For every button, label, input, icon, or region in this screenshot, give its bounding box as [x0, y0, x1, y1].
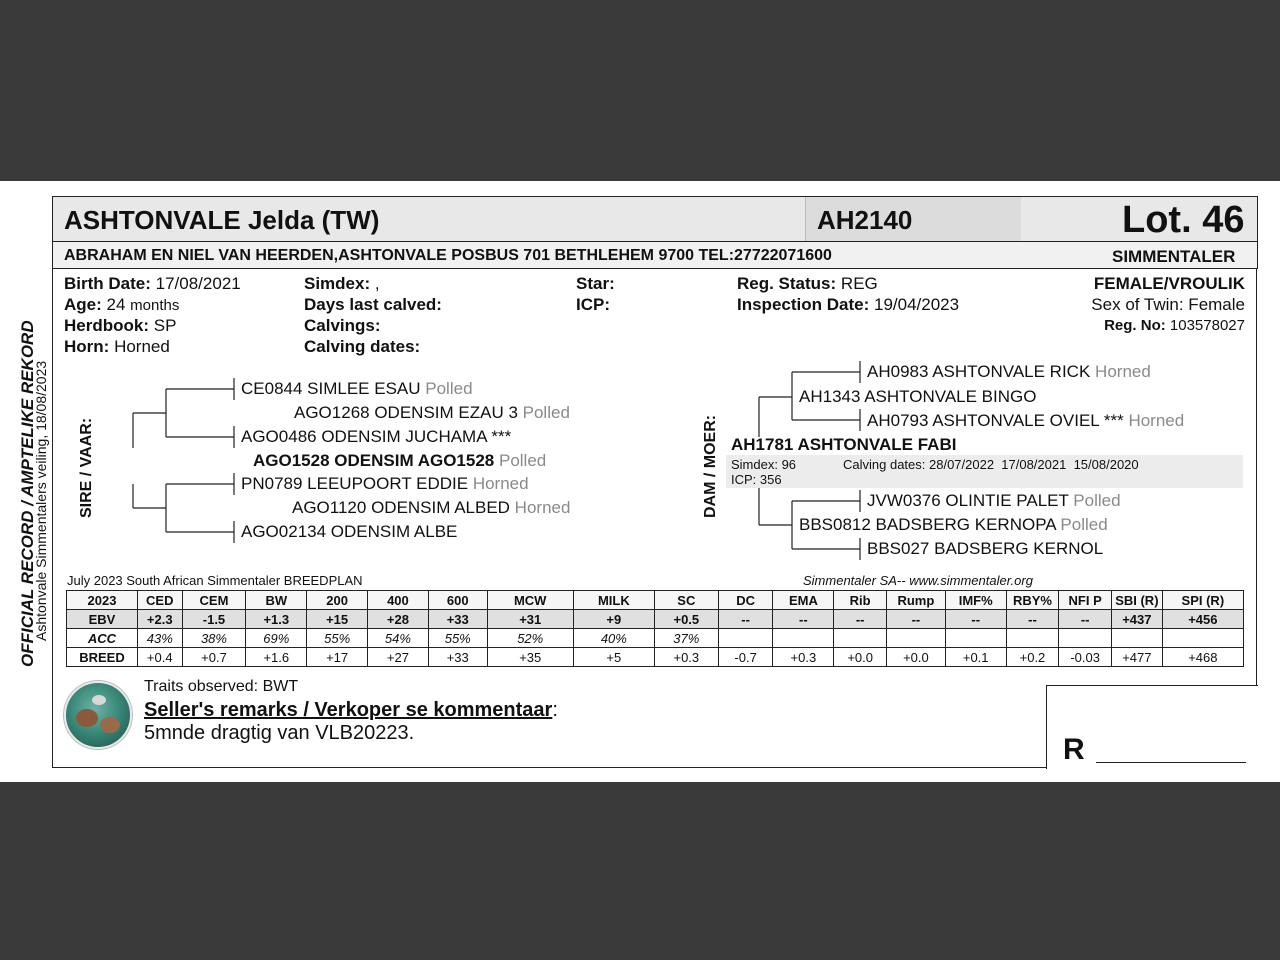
table-cell: SC	[654, 591, 718, 610]
table-cell: EBV	[67, 610, 138, 629]
breedplan-title: July 2023 South African Simmentaler BREEDPLAN	[67, 573, 363, 588]
animal-name: ASHTONVALE Jelda (TW)	[64, 205, 380, 235]
dam-icp: ICP: 356	[731, 472, 782, 487]
r-label: R	[1063, 733, 1085, 766]
table-cell	[718, 629, 773, 648]
table-cell: +0.0	[834, 648, 887, 667]
table-cell: Rib	[834, 591, 887, 610]
simmentaler-logo	[64, 681, 132, 749]
table-cell: +456	[1162, 610, 1243, 629]
table-cell: -0.7	[718, 648, 773, 667]
table-cell: +0.5	[654, 610, 718, 629]
table-cell: --	[945, 610, 1006, 629]
star-label: Star:	[576, 274, 615, 293]
reg-number-row: Reg. No: 103578027	[1104, 317, 1245, 334]
dam-dam: BBS0812 BADSBERG KERNOPA Polled	[799, 515, 1108, 534]
table-cell: 55%	[428, 629, 487, 648]
table-cell	[1006, 629, 1059, 648]
table-cell: NFI P	[1059, 591, 1112, 610]
dam-dam-dam: BBS027 BADSBERG KERNOL	[867, 539, 1104, 558]
table-cell	[1059, 629, 1112, 648]
table-cell: --	[718, 610, 773, 629]
table-cell: -0.03	[1059, 648, 1112, 667]
table-cell: +0.1	[945, 648, 1006, 667]
auction-label: Ashtonvale Simmentalers veiling, 18/08/2023	[33, 360, 49, 641]
herdbook-row: Herdbook: SP	[64, 316, 177, 335]
table-cell: 40%	[573, 629, 654, 648]
table-cell	[1162, 629, 1243, 648]
table-cell: +0.3	[654, 648, 718, 667]
table-cell	[887, 629, 946, 648]
icp-label: ICP:	[576, 295, 610, 314]
table-cell: Rump	[887, 591, 946, 610]
table-cell: 600	[428, 591, 487, 610]
table-cell: +437	[1112, 610, 1163, 629]
table-cell: +0.3	[773, 648, 834, 667]
table-cell: 43%	[137, 629, 182, 648]
dam-label: DAM / MOER:	[702, 414, 719, 518]
seller-remarks: 5mnde dragtig van VLB20223.	[144, 722, 415, 744]
table-cell: CED	[137, 591, 182, 610]
table-cell: 2023	[67, 591, 138, 610]
calvings-label: Calvings:	[304, 316, 381, 335]
table-cell: 38%	[182, 629, 246, 648]
table-cell: EMA	[773, 591, 834, 610]
table-cell	[945, 629, 1006, 648]
dam-simdex: Simdex: 96	[731, 457, 797, 472]
table-cell: ACC	[67, 629, 138, 648]
traits-observed: Traits observed: BWT	[144, 678, 299, 695]
table-cell	[773, 629, 834, 648]
table-cell: SBI (R)	[1112, 591, 1163, 610]
sire-label: SIRE / VAAR:	[78, 417, 95, 518]
dam-calving-dates: Calving dates: 28/07/2022 17/08/2021 15/08/2020	[843, 457, 1139, 472]
table-cell: MILK	[573, 591, 654, 610]
table-cell: +1.3	[246, 610, 307, 629]
dam: AH1781 ASHTONVALE FABI	[731, 435, 957, 454]
table-cell: +31	[487, 610, 573, 629]
reg-status-row: Reg. Status: REG	[737, 274, 878, 293]
animal-id: AH2140	[817, 205, 913, 235]
table-cell: +28	[368, 610, 429, 629]
table-cell: SPI (R)	[1162, 591, 1243, 610]
table-cell	[1112, 629, 1163, 648]
table-cell: 52%	[487, 629, 573, 648]
birth-date-row: Birth Date: 17/08/2021	[64, 274, 241, 293]
dam-sire-dam: AH0793 ASHTONVALE OVIEL *** Horned	[867, 411, 1185, 430]
table-row-acc	[67, 629, 1244, 648]
table-cell: +0.4	[137, 648, 182, 667]
table-cell: 69%	[246, 629, 307, 648]
table-cell: 400	[368, 591, 429, 610]
r-signature-line	[1096, 762, 1246, 763]
owner-details: ABRAHAM EN NIEL VAN HEERDEN,ASHTONVALE POSBUS 701 BETHLEHEM 9700 TEL:27722071600	[64, 247, 832, 264]
calving-dates-label: Calving dates:	[304, 337, 421, 356]
table-cell: RBY%	[1006, 591, 1059, 610]
table-cell: 200	[307, 591, 368, 610]
sire-sire-sire: CE0844 SIMLEE ESAU Polled	[241, 379, 473, 398]
remarks-heading-row: Seller's remarks / Verkoper se kommentaar:	[144, 699, 558, 721]
official-record-label: OFFICIAL RECORD / AMPTELIKE REKORD	[18, 320, 37, 667]
sire: AGO1528 ODENSIM AGO1528 Polled	[253, 451, 547, 470]
table-cell: +9	[573, 610, 654, 629]
table-cell: +15	[307, 610, 368, 629]
breed-name: SIMMENTALER	[1112, 247, 1236, 266]
table-cell: +17	[307, 648, 368, 667]
table-cell: +0.0	[887, 648, 946, 667]
table-header-row	[67, 591, 1244, 610]
table-cell: MCW	[487, 591, 573, 610]
breedplan-source: Simmentaler SA-- www.simmentaler.org	[803, 573, 1033, 588]
table-row-ebv	[67, 610, 1244, 629]
sex-label: FEMALE/VROULIK	[1093, 274, 1245, 293]
table-cell: DC	[718, 591, 773, 610]
table-cell: -1.5	[182, 610, 246, 629]
table-cell	[834, 629, 887, 648]
sire-dam-sire: PN0789 LEEUPOORT EDDIE Horned	[241, 474, 529, 493]
table-cell: 54%	[368, 629, 429, 648]
table-cell: --	[834, 610, 887, 629]
table-cell: --	[1006, 610, 1059, 629]
table-cell: --	[1059, 610, 1112, 629]
sex-of-twin: Sex of Twin: Female	[1091, 295, 1245, 314]
table-cell: 37%	[654, 629, 718, 648]
table-cell: CEM	[182, 591, 246, 610]
sire-sire: AGO1268 ODENSIM EZAU 3 Polled	[294, 403, 570, 422]
inspection-date-row: Inspection Date: 19/04/2023	[737, 295, 960, 314]
lot-number: Lot. 46	[1122, 199, 1245, 241]
sire-dam: AGO1120 ODENSIM ALBED Horned	[292, 498, 571, 517]
table-cell: +27	[368, 648, 429, 667]
table-cell: BREED	[67, 648, 138, 667]
table-cell: 55%	[307, 629, 368, 648]
table-row-breed	[67, 648, 1244, 667]
breedplan-table	[66, 590, 1244, 667]
table-cell: +35	[487, 648, 573, 667]
table-cell: IMF%	[945, 591, 1006, 610]
horn-row: Horn: Horned	[64, 337, 170, 356]
table-cell: +33	[428, 610, 487, 629]
table-cell: +477	[1112, 648, 1163, 667]
table-cell: +5	[573, 648, 654, 667]
table-cell: +1.6	[246, 648, 307, 667]
days-last-calved-label: Days last calved:	[304, 295, 442, 314]
sire-dam-dam: AGO02134 ODENSIM ALBE	[241, 522, 458, 541]
table-cell: --	[887, 610, 946, 629]
age-row: Age: 24 months	[64, 295, 180, 314]
table-cell: --	[773, 610, 834, 629]
table-cell: +0.2	[1006, 648, 1059, 667]
table-cell: +2.3	[137, 610, 182, 629]
dam-sire-sire: AH0983 ASHTONVALE RICK Horned	[867, 362, 1151, 381]
sire-sire-dam: AGO0486 ODENSIM JUCHAMA ***	[241, 427, 512, 446]
dam-sire: AH1343 ASHTONVALE BINGO	[799, 387, 1037, 406]
table-cell: +468	[1162, 648, 1243, 667]
table-cell: BW	[246, 591, 307, 610]
dam-dam-sire: JVW0376 OLINTIE PALET Polled	[867, 491, 1121, 510]
table-cell: +33	[428, 648, 487, 667]
table-cell: +0.7	[182, 648, 246, 667]
simdex-row: Simdex: ,	[304, 274, 380, 293]
